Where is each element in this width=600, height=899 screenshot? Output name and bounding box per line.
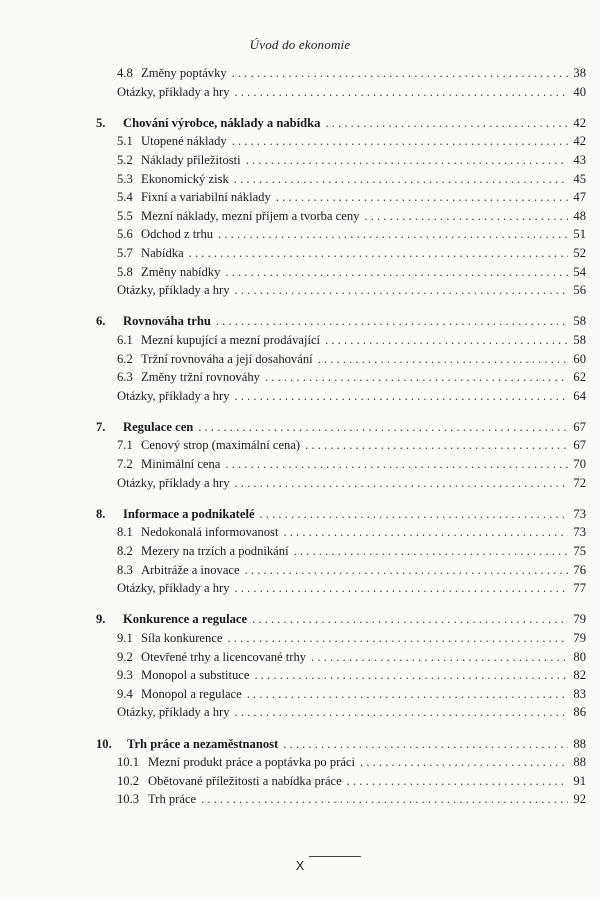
section-number: 5.5 [117,208,133,223]
page-number: 42 [573,134,586,149]
page-number: 88 [573,736,586,751]
page-number: 45 [573,171,586,186]
page-folio: X [295,859,305,873]
dot-leader [325,114,568,133]
section-number: 5.6 [117,227,133,242]
page-number: 72 [573,475,586,490]
dot-leader [305,436,568,455]
dot-leader [225,263,568,282]
dot-leader [198,418,568,437]
section-title: Otevřené trhy a licencované trhy [141,649,307,664]
toc-entry [96,523,586,542]
page-number: 83 [573,686,586,701]
footer-rule [309,856,361,857]
toc-entry [96,188,586,207]
dot-leader [364,207,568,226]
chapter-number: 6. [96,314,106,329]
section-number: 5.8 [117,264,133,279]
dot-leader [235,703,569,722]
chapter-number: 9. [96,612,106,627]
dot-leader [235,387,569,406]
toc-entry [96,455,586,474]
section-number: 8.2 [117,544,133,559]
section-title: Otázky, příklady a hry [117,475,230,490]
section-title: Monopol a substituce [141,668,250,683]
page-number: 62 [573,370,586,385]
section-number: 5.4 [117,190,133,205]
section-title: Cenový strop (maximální cena) [141,438,301,453]
page-number: 52 [573,245,586,260]
section-title: Minimální cena [141,457,221,472]
page-number: 67 [573,419,586,434]
section-number: 10.1 [117,755,140,770]
section-number: 6.3 [117,370,133,385]
section-number: 7.1 [117,438,133,453]
section-title: Fixní a variabilní náklady [141,190,271,205]
dot-leader [235,579,569,598]
section-title: Nedokonalá informovanost [141,525,279,540]
page-number: 60 [573,351,586,366]
section-title: Síla konkurence [141,631,223,645]
dot-leader [260,505,568,524]
toc-entry [96,666,586,685]
toc-entry [96,281,586,300]
chapter-title: Rovnováha trhu [123,314,211,329]
page-number: 76 [573,562,586,577]
toc-entry [96,64,586,83]
section-number: 10.3 [117,792,140,807]
dot-leader [265,368,568,387]
page-number: 67 [573,438,586,453]
page-number: 73 [573,525,586,540]
section-title: Tržní rovnováha a její dosahování [141,351,313,366]
section-number: 6.1 [117,332,133,347]
page-number: 38 [573,66,586,80]
section-number: 9.2 [117,649,133,664]
section-title: Otázky, příklady a hry [117,84,230,99]
dot-leader [311,648,568,667]
page-number: 43 [573,152,586,167]
section-number: 6.2 [117,351,133,366]
section-number: 8.3 [117,562,133,577]
section-title: Mezní produkt práce a poptávka po práci [148,755,356,770]
section-number: 4.8 [117,66,133,80]
section-number: 5.7 [117,245,133,260]
section-title: Trh práce [148,792,197,807]
dot-leader [232,64,568,83]
dot-leader [247,685,568,704]
dot-leader [245,561,568,580]
dot-leader [216,312,568,331]
toc-entry [96,207,586,226]
section-title: Odchod z trhu [141,227,214,242]
page-number: 73 [573,506,586,521]
dot-leader [201,790,568,809]
toc-entry [96,263,586,282]
toc-entry [96,225,586,244]
toc-entry [96,83,586,102]
section-title: Mezní kupující a mezní prodávající [141,332,321,347]
page-number: 70 [573,457,586,472]
chapter-title: Konkurence a regulace [123,612,248,627]
toc-entry [96,132,586,151]
section-title: Ekonomický zisk [141,171,229,186]
toc-entry [96,629,586,648]
page-number: 48 [573,208,586,223]
section-number: 9.4 [117,686,133,701]
dot-leader [318,350,568,369]
dot-leader [234,170,568,189]
toc-chapter-7 [96,418,586,437]
chapter-number: 8. [96,506,106,521]
toc-entry [96,350,586,369]
toc-entry [96,772,586,791]
toc-entry [96,474,586,493]
section-title: Otázky, příklady a hry [117,388,230,403]
dot-leader [254,666,568,685]
toc-chapter-8 [96,505,586,524]
section-title: Monopol a regulace [141,686,242,701]
dot-leader [276,188,568,207]
section-number: 9.3 [117,668,133,683]
section-title: Utopené náklady [141,134,227,149]
page-number: 58 [573,314,586,329]
section-title: Mezery na trzích a podnikání [141,544,289,559]
section-title: Otázky, příklady a hry [117,581,230,596]
section-number: 5.3 [117,171,133,186]
page-number: 40 [573,84,586,99]
section-title: Mezní náklady, mezní příjem a tvorba ceny [141,208,360,223]
dot-leader [189,244,568,263]
toc-entry [96,542,586,561]
toc-entry [96,579,586,598]
chapter-title: Informace a podnikatelé [123,506,255,521]
page-number: 56 [573,283,586,298]
toc-entry [96,790,586,809]
page-number: 54 [573,264,586,279]
toc-entry [96,685,586,704]
toc-entry [96,436,586,455]
chapter-number: 7. [96,419,106,434]
dot-leader [294,542,568,561]
page-number: 64 [573,388,586,403]
section-title: Změny tržní rovnováhy [141,370,260,385]
toc-chapter-5 [96,114,586,133]
dot-leader [225,455,568,474]
toc-entry [96,703,586,722]
page-number: 88 [573,755,586,770]
toc-chapter-9 [96,610,586,629]
section-number: 5.2 [117,152,133,167]
running-header: Úvod do ekonomie [249,37,351,52]
page-number: 47 [573,190,586,205]
page-number: 75 [573,544,586,559]
dot-leader [325,331,568,350]
section-title: Otázky, příklady a hry [117,283,230,298]
chapter-number: 10. [96,736,112,751]
toc-entry [96,151,586,170]
section-title: Otázky, příklady a hry [117,705,230,720]
page-number: 91 [573,773,586,788]
toc-entry [96,170,586,189]
dot-leader [227,629,568,648]
section-title: Obětované příležitosti a nabídka práce [148,773,342,788]
dot-leader [360,753,568,772]
section-number: 7.2 [117,457,133,472]
section-title: Arbitráže a inovace [141,562,240,577]
page-number: 82 [573,668,586,683]
toc-chapter-6 [96,312,586,331]
page-number: 80 [573,649,586,664]
toc-entry [96,648,586,667]
page-number: 42 [573,115,586,130]
dot-leader [252,610,568,629]
toc-entry [96,561,586,580]
section-number: 10.2 [117,773,140,788]
toc-entry [96,753,586,772]
toc-entry [96,331,586,350]
page-number: 58 [573,332,586,347]
page-number: 92 [573,792,586,807]
toc-entry [96,387,586,406]
toc-entry [96,368,586,387]
dot-leader [232,132,568,151]
page-number: 86 [573,705,586,720]
dot-leader [235,281,569,300]
toc-entry [96,244,586,263]
page-number: 51 [573,227,586,242]
dot-leader [347,772,568,791]
page-number: 79 [573,612,586,627]
dot-leader [283,735,568,754]
section-title: Změny poptávky [141,66,227,80]
toc-chapter-10 [96,735,586,754]
section-title: Nabídka [141,245,184,260]
dot-leader [218,225,568,244]
chapter-number: 5. [96,115,106,130]
page-number: 79 [573,631,586,645]
dot-leader [235,474,569,493]
section-title: Změny nabídky [141,264,221,279]
table-of-contents [96,64,586,809]
section-number: 8.1 [117,525,133,540]
page-number: 77 [573,581,586,596]
dot-leader [283,523,568,542]
section-title: Náklady příležitosti [141,152,241,167]
section-number: 5.1 [117,134,133,149]
chapter-title: Regulace cen [123,419,194,434]
dot-leader [246,151,568,170]
chapter-title: Trh práce a nezaměstnanost [127,736,279,751]
chapter-title: Chování výrobce, náklady a nabídka [123,115,321,130]
dot-leader [235,83,569,102]
section-number: 9.1 [117,631,133,645]
